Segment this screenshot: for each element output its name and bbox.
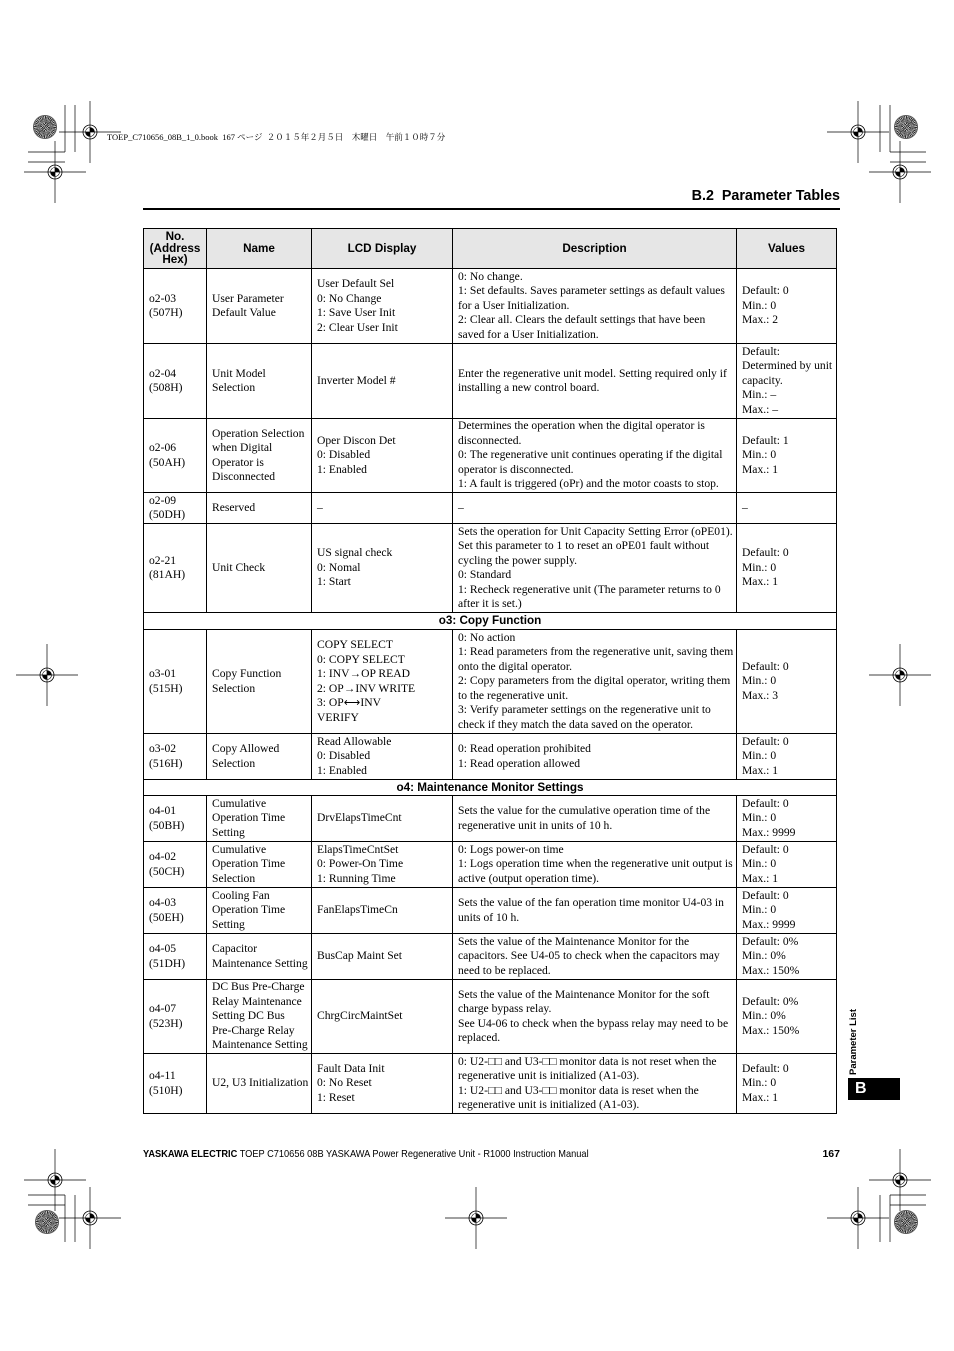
values-cell	[737, 493, 837, 524]
values-text: Default: 1	[742, 433, 789, 447]
values-text: Min.: 0	[742, 903, 777, 917]
values-text: Min.: 0	[742, 674, 777, 688]
parameter-name-text: Copy Allowed	[212, 742, 280, 755]
description-text: Sets the value of the Maintenance Monitor for the soft	[458, 987, 710, 1001]
parameter-name-text: Selection	[212, 681, 256, 695]
table-body	[144, 269, 837, 1114]
lcd-display-cell	[312, 1054, 453, 1114]
parameter-name-cell	[207, 269, 312, 344]
parameter-row	[144, 269, 837, 344]
values-text: Default: 0	[742, 796, 789, 810]
parameter-number-text: o4-03	[149, 896, 177, 909]
description-cell	[453, 934, 737, 980]
registration-target	[869, 141, 931, 203]
values-text: Max.: 1	[742, 871, 779, 885]
column-header-description: Description	[453, 229, 737, 269]
parameter-number-text: (507H)	[149, 306, 183, 319]
lcd-display-text: Fault Data Init	[317, 1061, 385, 1075]
description-cell	[453, 269, 737, 344]
lcd-display-text: 2: Clear User Init	[317, 320, 398, 334]
lcd-display-text: US signal check	[317, 546, 393, 560]
parameter-number-cell	[144, 524, 207, 613]
column-header-number	[144, 229, 207, 269]
parameter-name-text: Operation Time	[212, 857, 286, 871]
description-text: 0: The regenerative unit continues operating if the digital	[458, 448, 723, 462]
description-cell	[453, 344, 737, 419]
parameter-number-cell	[144, 888, 207, 934]
values-text: Default: 0%	[742, 934, 799, 948]
description-cell	[453, 524, 737, 613]
lcd-display-cell	[312, 734, 453, 780]
description-text: Sets the value for the cumulative operation time of the	[458, 804, 711, 817]
parameter-name-cell	[207, 630, 312, 734]
parameter-number-text: (50EH)	[149, 910, 184, 924]
parameter-name-text: Disconnected	[212, 470, 276, 483]
parameter-number-text: o3-01	[149, 667, 177, 680]
parameter-row	[144, 630, 837, 734]
parameter-row	[144, 934, 837, 980]
lcd-display-text: 1: Enabled	[317, 763, 367, 777]
column-header-number-line: (Address	[149, 241, 201, 255]
description-text: units of 10 h.	[458, 910, 520, 924]
parameter-number-cell	[144, 419, 207, 493]
values-text: Max.: 1	[742, 462, 779, 476]
parameter-name-cell	[207, 1054, 312, 1114]
lcd-display-text: 1: INV→OP READ	[317, 667, 410, 680]
values-text: Min.: 0	[742, 749, 777, 763]
parameter-row	[144, 980, 837, 1054]
description-cell	[453, 1054, 737, 1114]
description-text: regenerative unit in units of 10 h.	[458, 818, 613, 832]
values-text: Max.: 9999	[742, 825, 796, 839]
parameter-number-cell	[144, 934, 207, 980]
lcd-display-cell	[312, 493, 453, 524]
section-header: o3: Copy Function	[144, 613, 837, 630]
side-tab-letter: B	[848, 1078, 900, 1100]
description-text: 3: Verify parameter settings on the regenerative unit to	[458, 703, 711, 717]
description-text: Sets the value of the Maintenance Monitor for the	[458, 934, 690, 948]
parameter-name-text: Operation Time	[212, 811, 286, 825]
lcd-display-cell	[312, 796, 453, 842]
description-text: Set this parameter to 1 to reset an oPE01 fault without	[458, 539, 710, 552]
values-text: Min.: 0	[742, 448, 777, 462]
values-text: –	[742, 500, 748, 514]
description-text: –	[458, 500, 464, 514]
parameter-row	[144, 524, 837, 613]
lcd-display-text: 1: Running Time	[317, 871, 396, 885]
parameter-name-text: Selection	[212, 381, 256, 394]
description-text: 1: Read operation allowed	[458, 756, 581, 770]
side-tab-label: Parameter List	[848, 1008, 859, 1075]
description-text: 2: Copy parameters from the digital operator, writing them	[458, 674, 731, 688]
values-text: Max.: 2	[742, 313, 779, 327]
registration-target	[445, 1187, 507, 1249]
values-cell	[737, 1054, 837, 1114]
lcd-display-text: 1: Enabled	[317, 462, 367, 476]
registration-target	[59, 1187, 121, 1249]
column-header-number-line: Hex)	[162, 253, 188, 267]
registration-target	[16, 644, 78, 706]
column-header-lcd-display: LCD Display	[312, 229, 453, 269]
parameter-number-text: o3-02	[149, 742, 177, 755]
values-cell	[737, 269, 837, 344]
description-text: replaced.	[458, 1031, 501, 1044]
values-text: Min.: –	[742, 388, 777, 402]
description-cell	[453, 796, 737, 842]
description-text: after it is set.)	[458, 597, 522, 610]
lcd-display-text: ElapsTimeCntSet	[317, 842, 399, 856]
lcd-display-text: Inverter Model #	[317, 373, 396, 387]
values-text: Max.: 1	[742, 1090, 779, 1104]
parameter-number-cell	[144, 630, 207, 734]
parameter-name-text: Copy Function	[212, 667, 282, 680]
lcd-display-text: VERIFY	[317, 710, 359, 724]
parameter-number-text: (510H)	[149, 1083, 183, 1097]
values-text: Min.: 0	[742, 857, 777, 871]
title-rule	[143, 208, 840, 210]
parameter-row	[144, 888, 837, 934]
description-text: to the regenerative unit.	[458, 688, 569, 702]
values-text: Max.: 1	[742, 763, 779, 777]
parameter-number-cell	[144, 1054, 207, 1114]
lcd-display-text: 0: Disabled	[317, 448, 371, 462]
values-text: Determined by unit	[742, 359, 833, 373]
parameter-name-text: Unit Check	[212, 560, 266, 574]
parameter-number-text: (81AH)	[149, 568, 186, 581]
lcd-display-cell	[312, 344, 453, 419]
column-header-number-line: No.	[165, 230, 185, 244]
description-text: need to be replaced.	[458, 963, 551, 977]
parameter-number-text: (523H)	[149, 1016, 183, 1030]
parameter-number-cell	[144, 493, 207, 524]
print-header: TOEP_C710656_08B_1_0.book 167 ページ ２０１５年２月５日 木曜日 午前１０時７分	[107, 132, 446, 142]
description-text: 0: Read operation prohibited	[458, 742, 591, 755]
parameter-name-text: DC Bus Pre-Charge	[212, 980, 305, 994]
parameter-name-text: Maintenance Setting	[212, 1038, 308, 1052]
lcd-display-text: –	[317, 500, 323, 514]
description-text: cycling the power supply.	[458, 553, 578, 567]
parameter-name-text: User Parameter	[212, 291, 284, 305]
values-cell	[737, 796, 837, 842]
values-text: Min.: 0	[742, 298, 777, 312]
lcd-display-cell	[312, 934, 453, 980]
lcd-display-text: 0: Disabled	[317, 749, 371, 763]
values-text: Default: 0	[742, 1061, 789, 1075]
values-text: Default: 0	[742, 888, 789, 902]
parameter-number-cell	[144, 796, 207, 842]
description-text: 1: A fault is triggered (oPr) and the motor coasts to stop.	[458, 477, 719, 491]
values-text: Default: 0	[742, 546, 789, 560]
values-cell	[737, 344, 837, 419]
parameter-name-text: when Digital	[212, 441, 273, 454]
parameter-name-cell	[207, 493, 312, 524]
parameter-number-cell	[144, 842, 207, 888]
parameter-number-cell	[144, 269, 207, 344]
lcd-display-text: Oper Discon Det	[317, 433, 396, 447]
section-title: B.2 Parameter Tables	[691, 188, 840, 204]
lcd-display-text: 1: Reset	[317, 1090, 355, 1104]
description-text: 2: Clear all. Clears the default settings that have been	[458, 313, 706, 327]
values-cell	[737, 524, 837, 613]
description-text: 1: Logs operation time when the regenerative unit output is	[458, 857, 733, 871]
parameter-name-text: Operation Selection	[212, 426, 305, 440]
parameter-row	[144, 842, 837, 888]
description-text: 0: No change.	[458, 269, 523, 283]
parameter-table	[143, 228, 837, 1114]
parameter-name-cell	[207, 888, 312, 934]
values-cell	[737, 842, 837, 888]
lcd-display-text: User Default Sel	[317, 277, 395, 290]
lcd-display-cell	[312, 888, 453, 934]
description-text: Sets the value of the fan operation time monitor U4-03 in	[458, 896, 724, 909]
lcd-display-text: COPY SELECT	[317, 638, 393, 651]
section-header-row	[144, 613, 837, 630]
values-text: Max.: 150%	[742, 1023, 800, 1037]
description-text: 0: U2-□□ and U3-□□ monitor data is not reset when the	[458, 1054, 717, 1068]
parameter-name-text: Operator is	[212, 455, 264, 469]
description-text: regenerative unit is initialized (A1-03).	[458, 1069, 640, 1082]
description-text: disconnected.	[458, 433, 522, 447]
values-text: Max.: 9999	[742, 917, 796, 931]
description-text: 1: Recheck regenerative unit (The parameter returns to 0	[458, 582, 721, 596]
values-text: capacity.	[742, 373, 783, 387]
values-cell	[737, 888, 837, 934]
parameter-name-cell	[207, 734, 312, 780]
parameter-name-text: Setting DC Bus	[212, 1009, 285, 1023]
values-text: Max.: 150%	[742, 963, 800, 977]
values-cell	[737, 630, 837, 734]
parameter-name-text: Setting	[212, 825, 245, 839]
values-text: Min.: 0%	[742, 1009, 786, 1023]
footer	[143, 1148, 589, 1161]
density-patch	[34, 116, 56, 138]
description-text: Sets the operation for Unit Capacity Setting Error (oPE01).	[458, 524, 733, 538]
registration-target	[869, 1149, 931, 1211]
density-patch	[36, 1211, 58, 1233]
parameter-number-text: (50DH)	[149, 508, 186, 521]
values-text: Default: 0	[742, 284, 789, 298]
density-patch	[895, 1211, 917, 1233]
values-cell	[737, 980, 837, 1054]
parameter-name-cell	[207, 980, 312, 1054]
lcd-display-text: 0: COPY SELECT	[317, 652, 405, 666]
description-cell	[453, 888, 737, 934]
parameter-number-cell	[144, 734, 207, 780]
parameter-number-text: (51DH)	[149, 956, 186, 970]
values-text: Default: 0%	[742, 994, 799, 1008]
parameter-row	[144, 344, 837, 419]
values-text: Default: 0	[742, 734, 789, 748]
parameter-number-text: o4-05	[149, 942, 177, 955]
description-cell	[453, 842, 737, 888]
parameter-number-text: (508H)	[149, 381, 183, 394]
section-header-row	[144, 780, 837, 796]
values-text: Min.: 0%	[742, 949, 786, 963]
description-text: Enter the regenerative unit model. Setting required only if	[458, 366, 727, 380]
registration-target	[24, 141, 86, 203]
parameter-number-text: (516H)	[149, 756, 183, 770]
lcd-display-text: Read Allowable	[317, 734, 392, 748]
lcd-display-cell	[312, 842, 453, 888]
lcd-display-text: 2: OP→INV WRITE	[317, 681, 416, 695]
parameter-name-text: Cumulative	[212, 842, 267, 856]
parameter-name-text: Setting	[212, 917, 245, 931]
description-text: operator is disconnected.	[458, 462, 574, 476]
parameter-name-text: Relay Maintenance	[212, 994, 302, 1008]
description-text: regenerative unit is initialized (A1-03).	[458, 1098, 640, 1111]
description-text: for a User Initialization.	[458, 298, 570, 312]
parameter-name-text: Unit Model	[212, 366, 266, 380]
lcd-display-text: 0: Power-On Time	[317, 857, 404, 871]
values-text: Max.: 1	[742, 575, 779, 589]
parameter-number-text: o2-03	[149, 291, 177, 305]
description-cell	[453, 419, 737, 493]
lcd-display-text: 1: Save User Init	[317, 306, 396, 319]
values-cell	[737, 419, 837, 493]
description-text: Determines the operation when the digital operator is	[458, 419, 705, 433]
description-text: active (output operation time).	[458, 871, 600, 885]
description-text: 0: Standard	[458, 568, 512, 581]
lcd-display-text: FanElapsTimeCn	[317, 903, 398, 917]
description-text: charge bypass relay.	[458, 1002, 552, 1015]
description-text: 0: Logs power-on time	[458, 842, 564, 856]
description-cell	[453, 734, 737, 780]
parameter-number-cell	[144, 980, 207, 1054]
lcd-display-cell	[312, 269, 453, 344]
lcd-display-text: 1: Start	[317, 575, 351, 589]
values-text: Min.: 0	[742, 1076, 777, 1090]
parameter-name-text: U2, U3 Initialization	[212, 1076, 309, 1090]
parameter-number-text: o2-06	[149, 441, 177, 454]
description-text: check if they match the data saved on the operator.	[458, 717, 693, 731]
lcd-display-text: ChrgCircMaintSet	[317, 1009, 403, 1023]
parameter-number-text: o4-07	[149, 1002, 177, 1015]
values-text: Default: 0	[742, 842, 789, 856]
description-text: 1: Read parameters from the regenerative unit, saving them	[458, 645, 734, 659]
parameter-number-text: o2-21	[149, 553, 177, 567]
parameter-row	[144, 734, 837, 780]
values-cell	[737, 934, 837, 980]
parameter-number-text: (50BH)	[149, 818, 185, 832]
description-text: See U4-06 to check when the bypass relay may need to be	[458, 1016, 729, 1030]
lcd-display-text: DrvElapsTimeCnt	[317, 811, 402, 825]
description-cell	[453, 980, 737, 1054]
parameter-name-text: Reserved	[212, 500, 256, 514]
description-text: 1: U2-□□ and U3-□□ monitor data is reset when the	[458, 1083, 699, 1097]
parameter-name-text: Selection	[212, 871, 256, 885]
description-text: saved for a User Initialization.	[458, 327, 599, 341]
lcd-display-cell	[312, 524, 453, 613]
description-cell	[453, 630, 737, 734]
parameter-name-cell	[207, 934, 312, 980]
parameter-name-cell	[207, 842, 312, 888]
description-text: capacitors. See U4-05 to check when the capacitors may	[458, 949, 720, 963]
parameter-row	[144, 1054, 837, 1114]
values-text: Default:	[742, 344, 780, 358]
column-header-name: Name	[207, 229, 312, 269]
parameter-number-text: o2-04	[149, 366, 177, 380]
description-text: onto the digital operator.	[458, 659, 572, 673]
parameter-number-text: (50AH)	[149, 455, 186, 469]
values-text: Max.: –	[742, 402, 779, 416]
parameter-number-text: o4-01	[149, 804, 177, 817]
lcd-display-text: 3: OP⟷INV	[317, 696, 381, 709]
parameter-row	[144, 796, 837, 842]
parameter-row	[144, 419, 837, 493]
parameter-name-text: Pre-Charge Relay	[212, 1023, 295, 1037]
registration-target	[24, 1149, 86, 1211]
values-cell	[737, 734, 837, 780]
description-cell	[453, 493, 737, 524]
lcd-display-cell	[312, 419, 453, 493]
parameter-name-text: Cumulative	[212, 796, 267, 810]
description-text: installing a new control board.	[458, 381, 600, 394]
lcd-display-text: 0: Nomal	[317, 560, 361, 574]
lcd-display-text: BusCap Maint Set	[317, 949, 403, 963]
values-text: Max.: 3	[742, 688, 779, 702]
values-text: Min.: 0	[742, 811, 777, 825]
parameter-name-text: Capacitor	[212, 942, 258, 955]
parameter-name-cell	[207, 344, 312, 419]
density-patch	[895, 116, 917, 138]
parameter-number-text: o4-02	[149, 850, 177, 863]
description-text: 1: Set defaults. Saves parameter settings as default values	[458, 284, 725, 298]
parameter-number-text: (515H)	[149, 681, 183, 695]
registration-target	[869, 644, 931, 706]
values-text: Min.: 0	[742, 560, 777, 574]
parameter-name-text: Cooling Fan	[212, 888, 270, 902]
table-header-row	[144, 229, 837, 269]
values-text: Default: 0	[742, 659, 789, 673]
lcd-display-cell	[312, 630, 453, 734]
lcd-display-cell	[312, 980, 453, 1054]
footer-manual-title: TOEP C710656 08B YASKAWA Power Regenerative Unit - R1000 Instruction Manual	[239, 1148, 589, 1160]
parameter-name-cell	[207, 796, 312, 842]
parameter-name-text: Operation Time	[212, 903, 286, 917]
parameter-number-text: o4-11	[149, 1069, 176, 1082]
lcd-display-text: 0: No Reset	[317, 1076, 372, 1090]
parameter-number-text: (50CH)	[149, 864, 185, 878]
column-header-values: Values	[737, 229, 837, 269]
parameter-name-cell	[207, 419, 312, 493]
page-number: 167	[822, 1148, 840, 1160]
parameter-name-text: Selection	[212, 756, 256, 770]
parameter-name-text: Default Value	[212, 306, 276, 319]
parameter-name-cell	[207, 524, 312, 613]
footer-brand: YASKAWA ELECTRIC	[143, 1148, 238, 1160]
parameter-number-text: o2-09	[149, 493, 177, 507]
parameter-number-cell	[144, 344, 207, 419]
parameter-name-text: Maintenance Setting	[212, 956, 308, 970]
lcd-display-text: 0: No Change	[317, 291, 382, 305]
parameter-row	[144, 493, 837, 524]
description-text: 0: No action	[458, 630, 516, 644]
section-header: o4: Maintenance Monitor Settings	[144, 780, 837, 796]
